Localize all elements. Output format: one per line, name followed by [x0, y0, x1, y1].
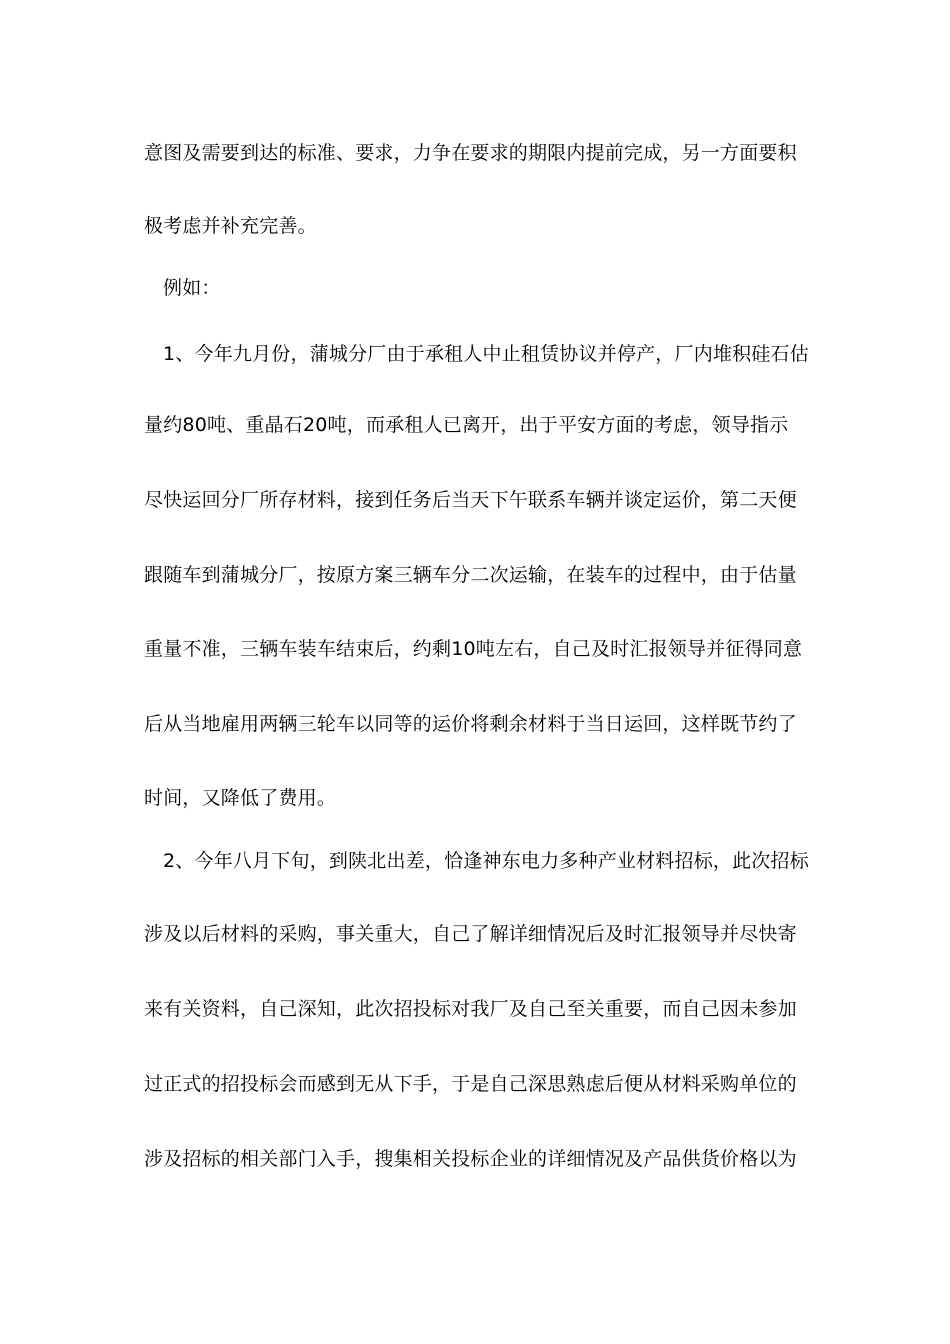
text-line: 量约80吨、重晶石20吨，而承租人已离开，出于平安方面的考虑，领导指示	[144, 414, 789, 436]
text-line: 例如：	[163, 277, 221, 299]
text-line: 重量不准，三辆车装车结束后，约剩10吨左右，自己及时汇报领导并征得同意	[144, 638, 803, 660]
text-line: 意图及需要到达的标准、要求，力争在要求的期限内提前完成，另一方面要积	[144, 142, 797, 164]
text-line: 尽快运回分厂所存材料，接到任务后当天下午联系车辆并谈定运价，第二天便	[144, 489, 797, 511]
text-line: 过正式的招投标会而感到无从下手，于是自己深思熟虑后便从材料采购单位的	[144, 1073, 797, 1095]
text-line: 后从当地雇用两辆三轮车以同等的运价将剩余材料于当日运回，这样既节约了	[144, 713, 797, 735]
text-line: 来有关资料，自己深知，此次招投标对我厂及自己至关重要，而自己因未参加	[144, 998, 797, 1020]
text-line: 2、今年八月下旬，到陕北出差，恰逢神东电力多种产业材料招标，此次招标	[163, 850, 809, 872]
text-line: 跟随车到蒲城分厂，按原方案三辆车分二次运输，在装车的过程中，由于估量	[144, 564, 797, 586]
text-line: 时间，又降低了费用。	[144, 787, 337, 809]
text-line: 极考虑并补充完善。	[144, 215, 317, 237]
text-line: 涉及招标的相关部门入手，搜集相关投标企业的详细情况及产品供货价格以为	[144, 1148, 797, 1170]
text-line: 涉及以后材料的采购，事关重大，自己了解详细情况后及时汇报领导并尽快寄	[144, 923, 797, 945]
text-line: 1、今年九月份，蒲城分厂由于承租人中止租赁协议并停产，厂内堆积硅石估	[163, 343, 809, 365]
